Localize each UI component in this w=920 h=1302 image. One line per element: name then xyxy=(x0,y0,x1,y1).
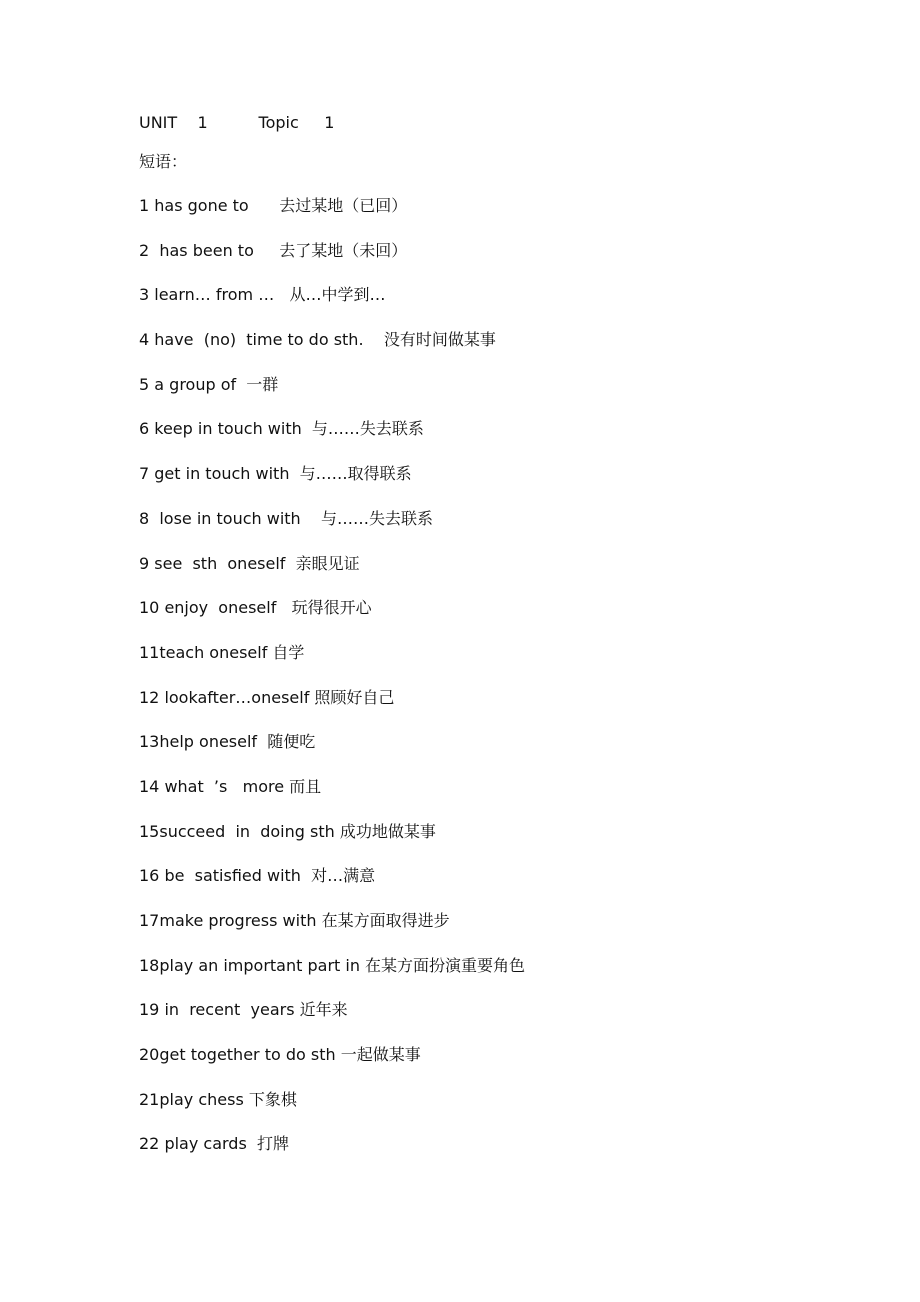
phrase-item: 10 enjoy oneself 玩得很开心 xyxy=(139,598,372,618)
phrase-item: 8 lose in touch with 与……失去联系 xyxy=(139,508,434,528)
phrase-item: 16 be satisfied with 对…满意 xyxy=(139,866,376,886)
phrase-item: 14 what ’s more 而且 xyxy=(139,776,322,796)
phrase-item: 11teach oneself 自学 xyxy=(139,642,305,662)
phrase-item: 6 keep in touch with 与……失去联系 xyxy=(139,419,424,439)
phrase-item: 19 in recent years 近年来 xyxy=(139,1000,348,1020)
phrase-item: 13help oneself 随便吃 xyxy=(139,732,316,752)
phrase-item: 2 has been to 去了某地（未回） xyxy=(139,240,408,260)
phrase-item: 15succeed in doing sth 成功地做某事 xyxy=(139,821,436,841)
phrase-item: 22 play cards 打牌 xyxy=(139,1134,289,1154)
phrase-item: 4 have (no) time to do sth. 没有时间做某事 xyxy=(139,330,496,350)
phrase-item: 7 get in touch with 与……取得联系 xyxy=(139,464,412,484)
phrase-item: 20get together to do sth 一起做某事 xyxy=(139,1045,421,1065)
phrase-item: 21play chess 下象棋 xyxy=(139,1089,297,1109)
unit-topic-heading: UNIT 1 Topic 1 xyxy=(139,113,335,132)
phrase-list xyxy=(139,195,525,1178)
phrase-item: 9 see sth oneself 亲眼见证 xyxy=(139,553,360,573)
phrase-item: 3 learn… from … 从…中学到… xyxy=(139,285,386,305)
phrase-item: 17make progress with 在某方面取得进步 xyxy=(139,911,450,930)
phrase-item: 5 a group of 一群 xyxy=(139,374,279,394)
phrases-label: 短语： xyxy=(139,152,188,171)
phrase-item: 18play an important part in 在某方面扮演重要角色 xyxy=(139,955,526,975)
phrase-item: 1 has gone to 去过某地（已回） xyxy=(139,196,408,215)
phrase-item: 12 lookafter…oneself 照顾好自己 xyxy=(139,687,395,707)
